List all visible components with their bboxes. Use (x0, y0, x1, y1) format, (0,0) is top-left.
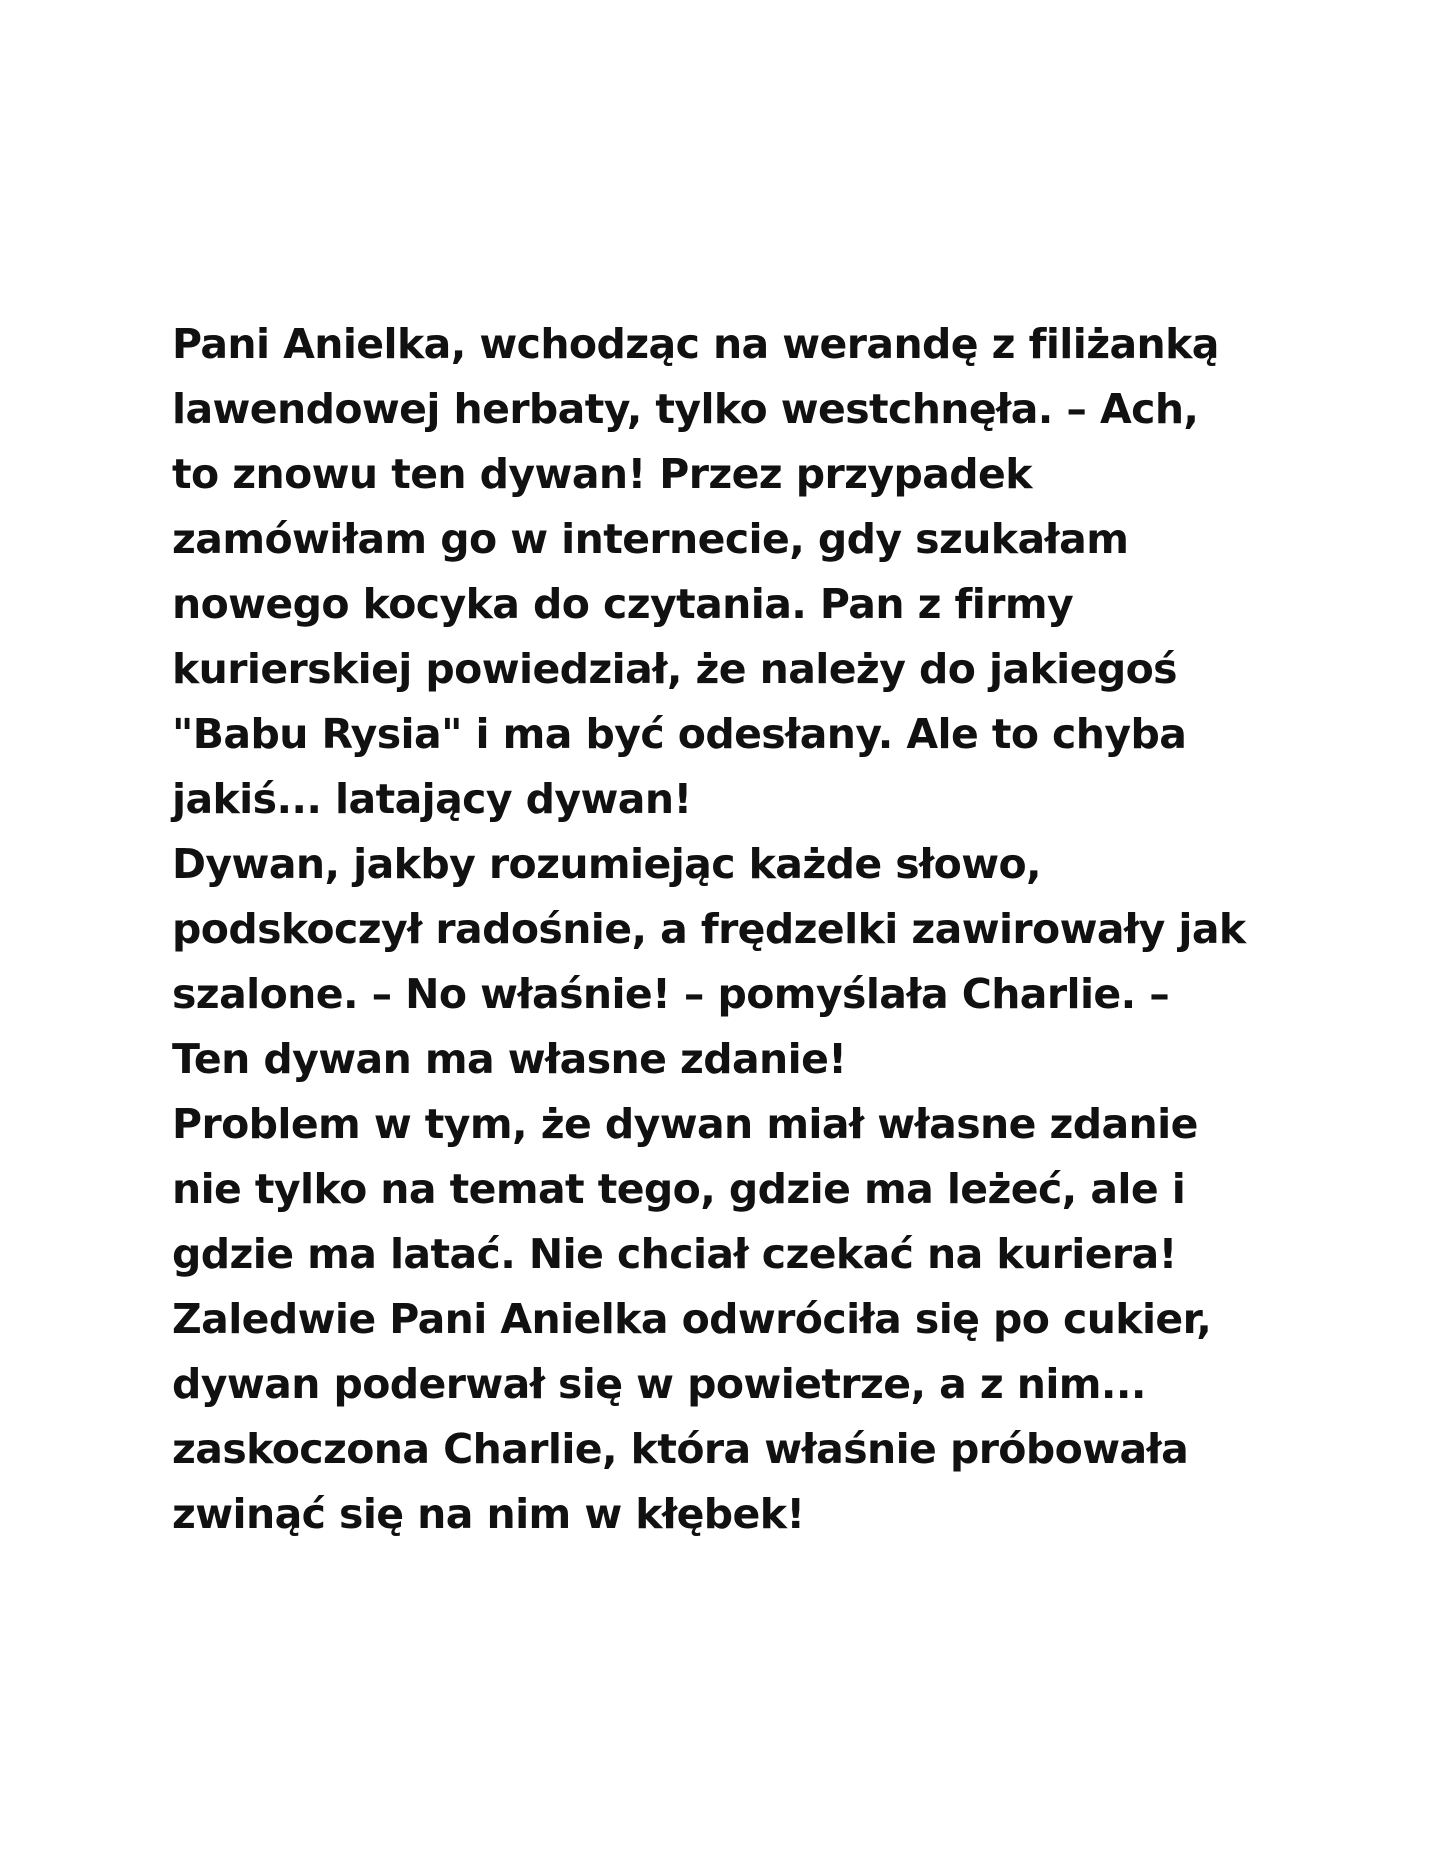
text-line: lawendowej herbaty, tylko westchnęła. – Ach, (172, 385, 1199, 433)
text-line: Pani Anielka, wchodząc na werandę z filiżanką (172, 320, 1219, 368)
text-line: to znowu ten dywan! Przez przypadek (172, 450, 1032, 498)
text-line: jakiś... latający dywan! (172, 775, 692, 823)
text-line: zaskoczona Charlie, która właśnie próbowała (172, 1425, 1189, 1473)
story-text (172, 312, 1302, 1547)
text-line: Problem w tym, że dywan miał własne zdanie (172, 1100, 1198, 1148)
text-line: gdzie ma latać. Nie chciał czekać na kuriera! (172, 1230, 1177, 1278)
text-line: Dywan, jakby rozumiejąc każde słowo, (172, 840, 1042, 888)
text-line: nie tylko na temat tego, gdzie ma leżeć, ale i (172, 1165, 1186, 1213)
text-line: Zaledwie Pani Anielka odwróciła się po cukier, (172, 1295, 1212, 1343)
text-line: "Babu Rysia" i ma być odesłany. Ale to chyba (172, 710, 1187, 758)
text-line: Ten dywan ma własne zdanie! (172, 1035, 847, 1083)
text-line: nowego kocyka do czytania. Pan z firmy (172, 580, 1074, 628)
text-line: kurierskiej powiedział, że należy do jakiegoś (172, 645, 1177, 693)
text-line: dywan poderwał się w powietrze, a z nim... (172, 1360, 1146, 1408)
text-line: podskoczył radośnie, a frędzelki zawirowały jak (172, 905, 1246, 953)
text-line: zwinąć się na nim w kłębek! (172, 1490, 805, 1538)
text-line: zamówiłam go w internecie, gdy szukałam (172, 515, 1129, 563)
text-line: szalone. – No właśnie! – pomyślała Charlie. – (172, 970, 1170, 1018)
